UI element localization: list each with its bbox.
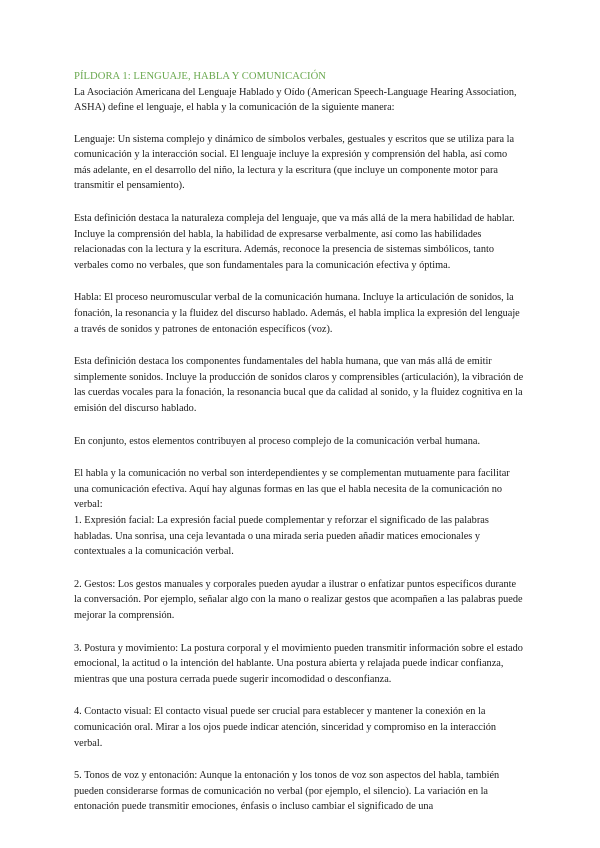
- document-title: PÍLDORA 1: LENGUAJE, HABLA Y COMUNICACIÓN: [74, 71, 326, 82]
- spacer: [74, 194, 526, 211]
- lenguaje-definition-paragraph: Lenguaje: Un sistema complejo y dinámico de símbolos verbales, gestuales y escritos que se utiliza para la comunicación y la interacción social. El lenguaje incluye la expresión y comprensión del habla, así como más adelante, en el desarrollo del niño, la lectura y la escritura (que incluye un componente motor para transmitir el pensamiento).: [74, 133, 515, 192]
- spacer: [74, 624, 526, 641]
- nonverbal-intro-paragraph: El habla y la comunicación no verbal son interdependientes y se complementan mutuamente para facilitar una comunicación efectiva. Aquí hay algunas formas en las que el habla necesita de la comunicación no verbal:: [74, 468, 510, 511]
- list-item-gestures: 2. Gestos: Los gestos manuales y corporales pueden ayudar a ilustrar o enfatizar puntos específicos durante la conversación. Por ejemplo, señalar algo con la mano o realizar gestos que acompañen a las palabras puede mejorar la comprensión.: [74, 578, 523, 621]
- spacer: [74, 337, 526, 354]
- spacer: [74, 449, 526, 466]
- spacer: [74, 687, 526, 704]
- conjunto-paragraph: En conjunto, estos elementos contribuyen al proceso complejo de la comunicación verbal humana.: [74, 435, 481, 447]
- list-item-voice-tone: 5. Tonos de voz y entonación: Aunque la entonación y los tonos de voz son aspectos del habla, también pueden considerarse formas de comunicación no verbal (por ejemplo, el silencio). La variación en la entonación puede transmitir emociones, énfasis o incluso cambiar el significado de una: [74, 770, 500, 813]
- intro-paragraph: La Asociación Americana del Lenguaje Hablado y Oído (American Speech-Language Hearing Association, ASHA) define el lenguaje, el habla y la comunicación de la siguiente manera:: [74, 86, 517, 114]
- spacer: [74, 751, 526, 768]
- spacer: [74, 273, 526, 290]
- list-item-posture: 3. Postura y movimiento: La postura corporal y el movimiento pueden transmitir información sobre el estado emocional, la actitud o la intención del hablante. Una postura abierta y relajada puede indicar confianza, mientras que una postura cerrada puede sugerir incomodidad o desconfianza.: [74, 642, 523, 685]
- lenguaje-commentary-paragraph: Esta definición destaca la naturaleza compleja del lenguaje, que va más allá de la mera habilidad de hablar. Incluye la comprensión del habla, la habilidad de expresarse verbalmente, así como las habilidades relacionadas con la lectura y la escritura. Además, reconoce la presencia de sistemas simbólicos, tanto verbales como no verbales, que son fundamentales para la comunicación efectiva y óptima.: [74, 213, 515, 271]
- habla-definition-paragraph: Habla: El proceso neuromuscular verbal de la comunicación humana. Incluye la articulación de sonidos, la fonación, la resonancia y la fluidez del discurso hablado. Además, el habla implica la expresión del lenguaje a través de sonidos y patrones de entonación específicos (voz).: [74, 292, 520, 335]
- spacer: [74, 417, 526, 434]
- list-item-eye-contact: 4. Contacto visual: El contacto visual puede ser crucial para establecer y mantener la conexión en la comunicación oral. Mirar a los ojos puede indicar atención, sinceridad y compromiso en la interacción verbal.: [74, 706, 497, 749]
- document-page: [74, 70, 526, 815]
- spacer: [74, 116, 526, 132]
- habla-commentary-paragraph: Esta definición destaca los componentes fundamentales del habla humana, que van más allá de emitir simplemente sonidos. Incluye la producción de sonidos claros y comprensibles (articulación), la vibración de las cuerdas vocales para la fonación, la resonancia bucal que da calidad al sonido, y la fluidez cognitiva en la emisión del discurso hablado.: [74, 356, 524, 414]
- list-item-facial-expression: 1. Expresión facial: La expresión facial puede complementar y reforzar el significado de las palabras habladas. Una sonrisa, una ceja levantada o una mirada seria pueden añadir matices emocionales y contextuales a la comunicación verbal.: [74, 514, 489, 558]
- spacer: [74, 560, 526, 577]
